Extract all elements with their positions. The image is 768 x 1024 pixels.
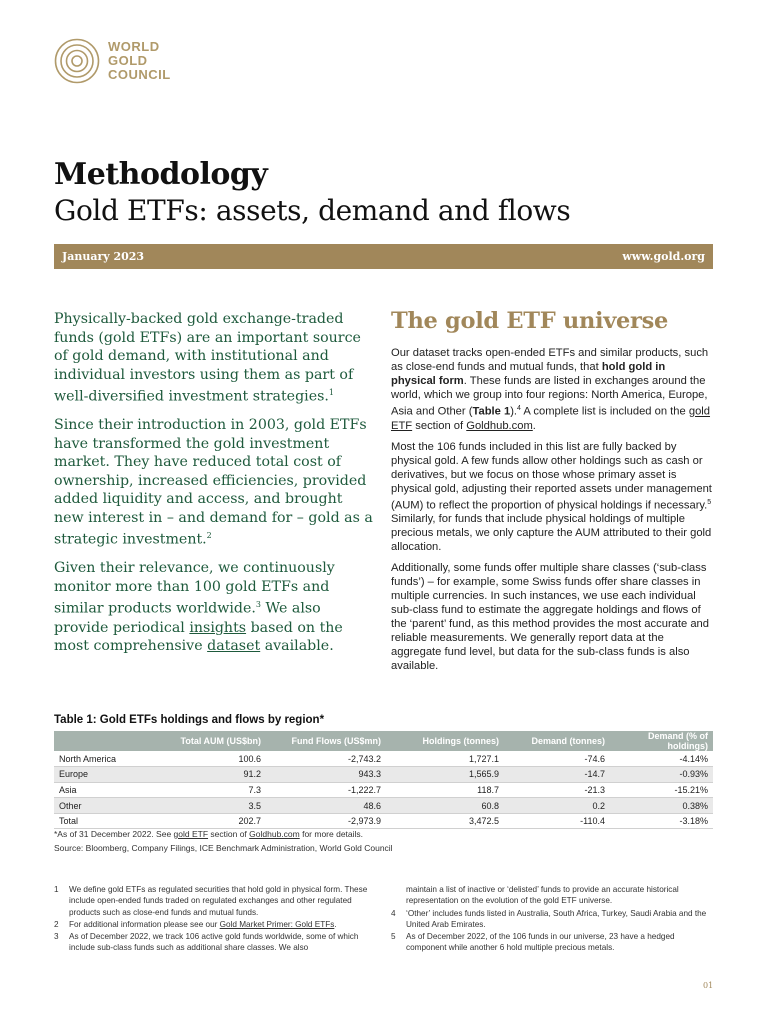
cell-region: Europe	[54, 767, 150, 783]
footnote-ref-1[interactable]: 1	[328, 388, 334, 397]
intro-paragraph-2: Since their introduction in 2003, gold ETFs have transformed the gold investment market. They have reduced total cost of ownership, increased efficiencies, provided added liquidity and access, and brought new interest in – and demand for – gold as a strategic investment.$^2$	[54, 417, 373, 548]
cell-demand-pct: -15.21%	[674, 784, 708, 795]
goldhub-link[interactable]: Goldhub.com	[466, 419, 533, 432]
footnote-3-continued: maintain a list of inactive or ‘delisted’ funds to provide an accurate historical representation on the evolution of the gold ETF universe.	[406, 885, 679, 906]
page-subtitle: Gold ETFs: assets, demand and flows	[54, 194, 571, 227]
footnote-ref-3[interactable]: 3	[255, 600, 262, 610]
date-band	[54, 244, 713, 269]
footnote-3: 3 As of December 2022, we track 106 active gold funds worldwide, some of which include sub-class funds such as additional share classes. We also	[54, 932, 359, 953]
header-fund-flows: Fund Flows (US$mn)	[266, 731, 386, 751]
cell-region: Total	[59, 816, 79, 827]
footnote-1: 1 We define gold ETFs as regulated securities that hold gold in physical form. These include open-ended funds traded on regulated exchanges and other regulated products such as close-end funds and mutual funds.	[54, 885, 368, 917]
cell-demand-pct: 0.38%	[610, 798, 713, 814]
cell-total-aum: 7.3	[248, 784, 261, 795]
cell-demand-tonnes: -74.6	[584, 753, 605, 764]
cell-holdings: 1,727.1	[468, 753, 499, 764]
logo-line-1: WORLD	[108, 39, 160, 54]
gold-etf-link[interactable]: gold ETF	[391, 405, 711, 432]
cell-fund-flows: -2,743.2	[347, 753, 381, 764]
table-row-other	[54, 798, 713, 814]
footnote-2: 2 For additional information please see our Gold Market Primer: Gold ETFs.	[54, 919, 337, 929]
cell-fund-flows: 48.6	[266, 798, 386, 814]
table-row-total	[54, 813, 713, 829]
cell-fund-flows: -2,973.9	[347, 816, 381, 827]
cell-total-aum: 202.7	[238, 816, 261, 827]
page-number: 01	[703, 981, 714, 990]
cell-demand-tonnes: -21.3	[584, 784, 605, 795]
cell-holdings: 60.8	[386, 798, 504, 814]
universe-paragraph-3: Additionally, some funds offer multiple share classes (‘sub-class funds’) – for example, some Swiss funds offer share classes in multiple currencies. In such instances, we use each individual sub-class fund to estimate the aggregate holdings and flows of the ‘parent’ fund, as this method provides the most accurate and reliable measurements. We generally report data at the aggregate fund level, but data for the sub-class funds is also available.	[391, 562, 709, 673]
gold-market-primer-link[interactable]: Gold Market Primer: Gold ETFs	[219, 919, 335, 929]
table-row-europe	[54, 767, 713, 783]
cell-fund-flows: 943.3	[266, 767, 386, 783]
header-region	[54, 731, 150, 751]
header-holdings: Holdings (tonnes)	[386, 731, 504, 751]
website-link[interactable]: www.gold.org	[622, 250, 705, 263]
cell-demand-tonnes: -14.7	[504, 767, 610, 783]
header-total-aum: Total AUM (US$bn)	[150, 731, 266, 751]
cell-demand-pct: -3.18%	[679, 816, 708, 827]
footnotes-right	[391, 884, 713, 955]
cell-region: Other	[54, 798, 150, 814]
cell-demand-tonnes: 0.2	[504, 798, 610, 814]
cell-region: Asia	[59, 784, 77, 795]
universe-paragraph-2: Most the 106 funds included in this list are fully backed by physical gold. A few funds allow other holdings such as cash or derivatives, but we focus on those whose primary asset is physical gold, adjusting their reported assets under management (AUM) to reflect the proportion of physical holdings if necessary.$^5$ Similarly, for funds that include physical holdings of multiple precious metals, we only capture the AUM attributed to their gold allocation.	[391, 440, 712, 554]
cell-demand-pct: -0.93%	[610, 767, 713, 783]
cell-total-aum: 100.6	[238, 753, 261, 764]
logo-wordmark	[108, 40, 171, 82]
universe-section	[391, 308, 713, 680]
header-demand-tonnes: Demand (tonnes)	[504, 731, 610, 751]
footnote-4: 4 ‘Other’ includes funds listed in Australia, South Africa, Turkey, Saudi Arabia and the United Arab Emirates.	[391, 908, 707, 929]
cell-holdings: 1,565.9	[386, 767, 504, 783]
footnotes-left	[54, 884, 376, 955]
table-goldhub-link[interactable]: Goldhub.com	[249, 829, 300, 839]
intro-column	[54, 310, 376, 666]
cell-demand-tonnes: -110.4	[580, 816, 605, 827]
cell-total-aum: 3.5	[150, 798, 266, 814]
cell-total-aum: 91.2	[150, 767, 266, 783]
intro-paragraph-1: Physically-backed gold exchange-traded funds (gold ETFs) are an important source of gold demand, with institutional and individual investors using them as part of well-diversified investment strategies.$^1$	[54, 311, 361, 405]
universe-paragraph-1: Our dataset tracks open-ended ETFs and similar products, such as close-end funds and mutual funds, that hold gold in physical form. These funds are listed in exchanges around the world, which we group into four regions: North America, Europe, Asia and Other (Table 1).$^4$ A complete list is included on the gold ETF section of Goldhub.com.	[391, 347, 711, 432]
cell-holdings: 118.7	[477, 784, 499, 795]
logo-line-2: GOLD	[108, 53, 148, 68]
world-gold-council-logo[interactable]	[54, 38, 171, 84]
cell-demand-pct: -4.14%	[679, 753, 708, 764]
dataset-link[interactable]: dataset	[207, 638, 261, 655]
table-gold-etf-link[interactable]: gold ETF	[173, 829, 209, 839]
table-title: Table 1: Gold ETFs holdings and flows by region*	[54, 714, 325, 726]
table-source: Source: Bloomberg, Company Filings, ICE Benchmark Administration, World Gold Council	[54, 843, 393, 853]
insights-link[interactable]: insights	[189, 619, 247, 636]
footnote-ref-2[interactable]: 2	[206, 531, 212, 541]
table-row-asia	[54, 782, 713, 798]
logo-line-3: COUNCIL	[108, 67, 171, 82]
logo-rings-icon	[54, 38, 100, 84]
footnote-5: 5 As of December 2022, of the 106 funds in our universe, 23 have a hedged component while another 6 hold multiple precious metals.	[391, 932, 675, 953]
cell-holdings: 3,472.5	[468, 816, 499, 827]
table-header-row	[54, 731, 713, 751]
footnote-ref-5[interactable]: 5	[707, 498, 712, 506]
table-row-north-america	[54, 751, 713, 767]
header-demand-pct: Demand (% of holdings)	[610, 731, 713, 751]
intro-paragraph-3: Given their relevance, we continuously monitor more than 100 gold ETFs and similar products worldwide.$^3$ We also provide periodical insights based on the most comprehensive dataset available.	[54, 560, 343, 655]
section-heading: The gold ETF universe	[391, 308, 668, 334]
table-note: *As of 31 December 2022. See gold ETF section of Goldhub.com for more details.	[54, 829, 364, 839]
cell-region: North America	[59, 753, 117, 764]
page-title: Methodology	[54, 157, 268, 192]
cell-fund-flows: -1,222.7	[347, 784, 381, 795]
holdings-table	[54, 731, 713, 829]
publication-date: January 2023	[62, 250, 145, 263]
footnote-ref-4[interactable]: 4	[517, 405, 521, 412]
